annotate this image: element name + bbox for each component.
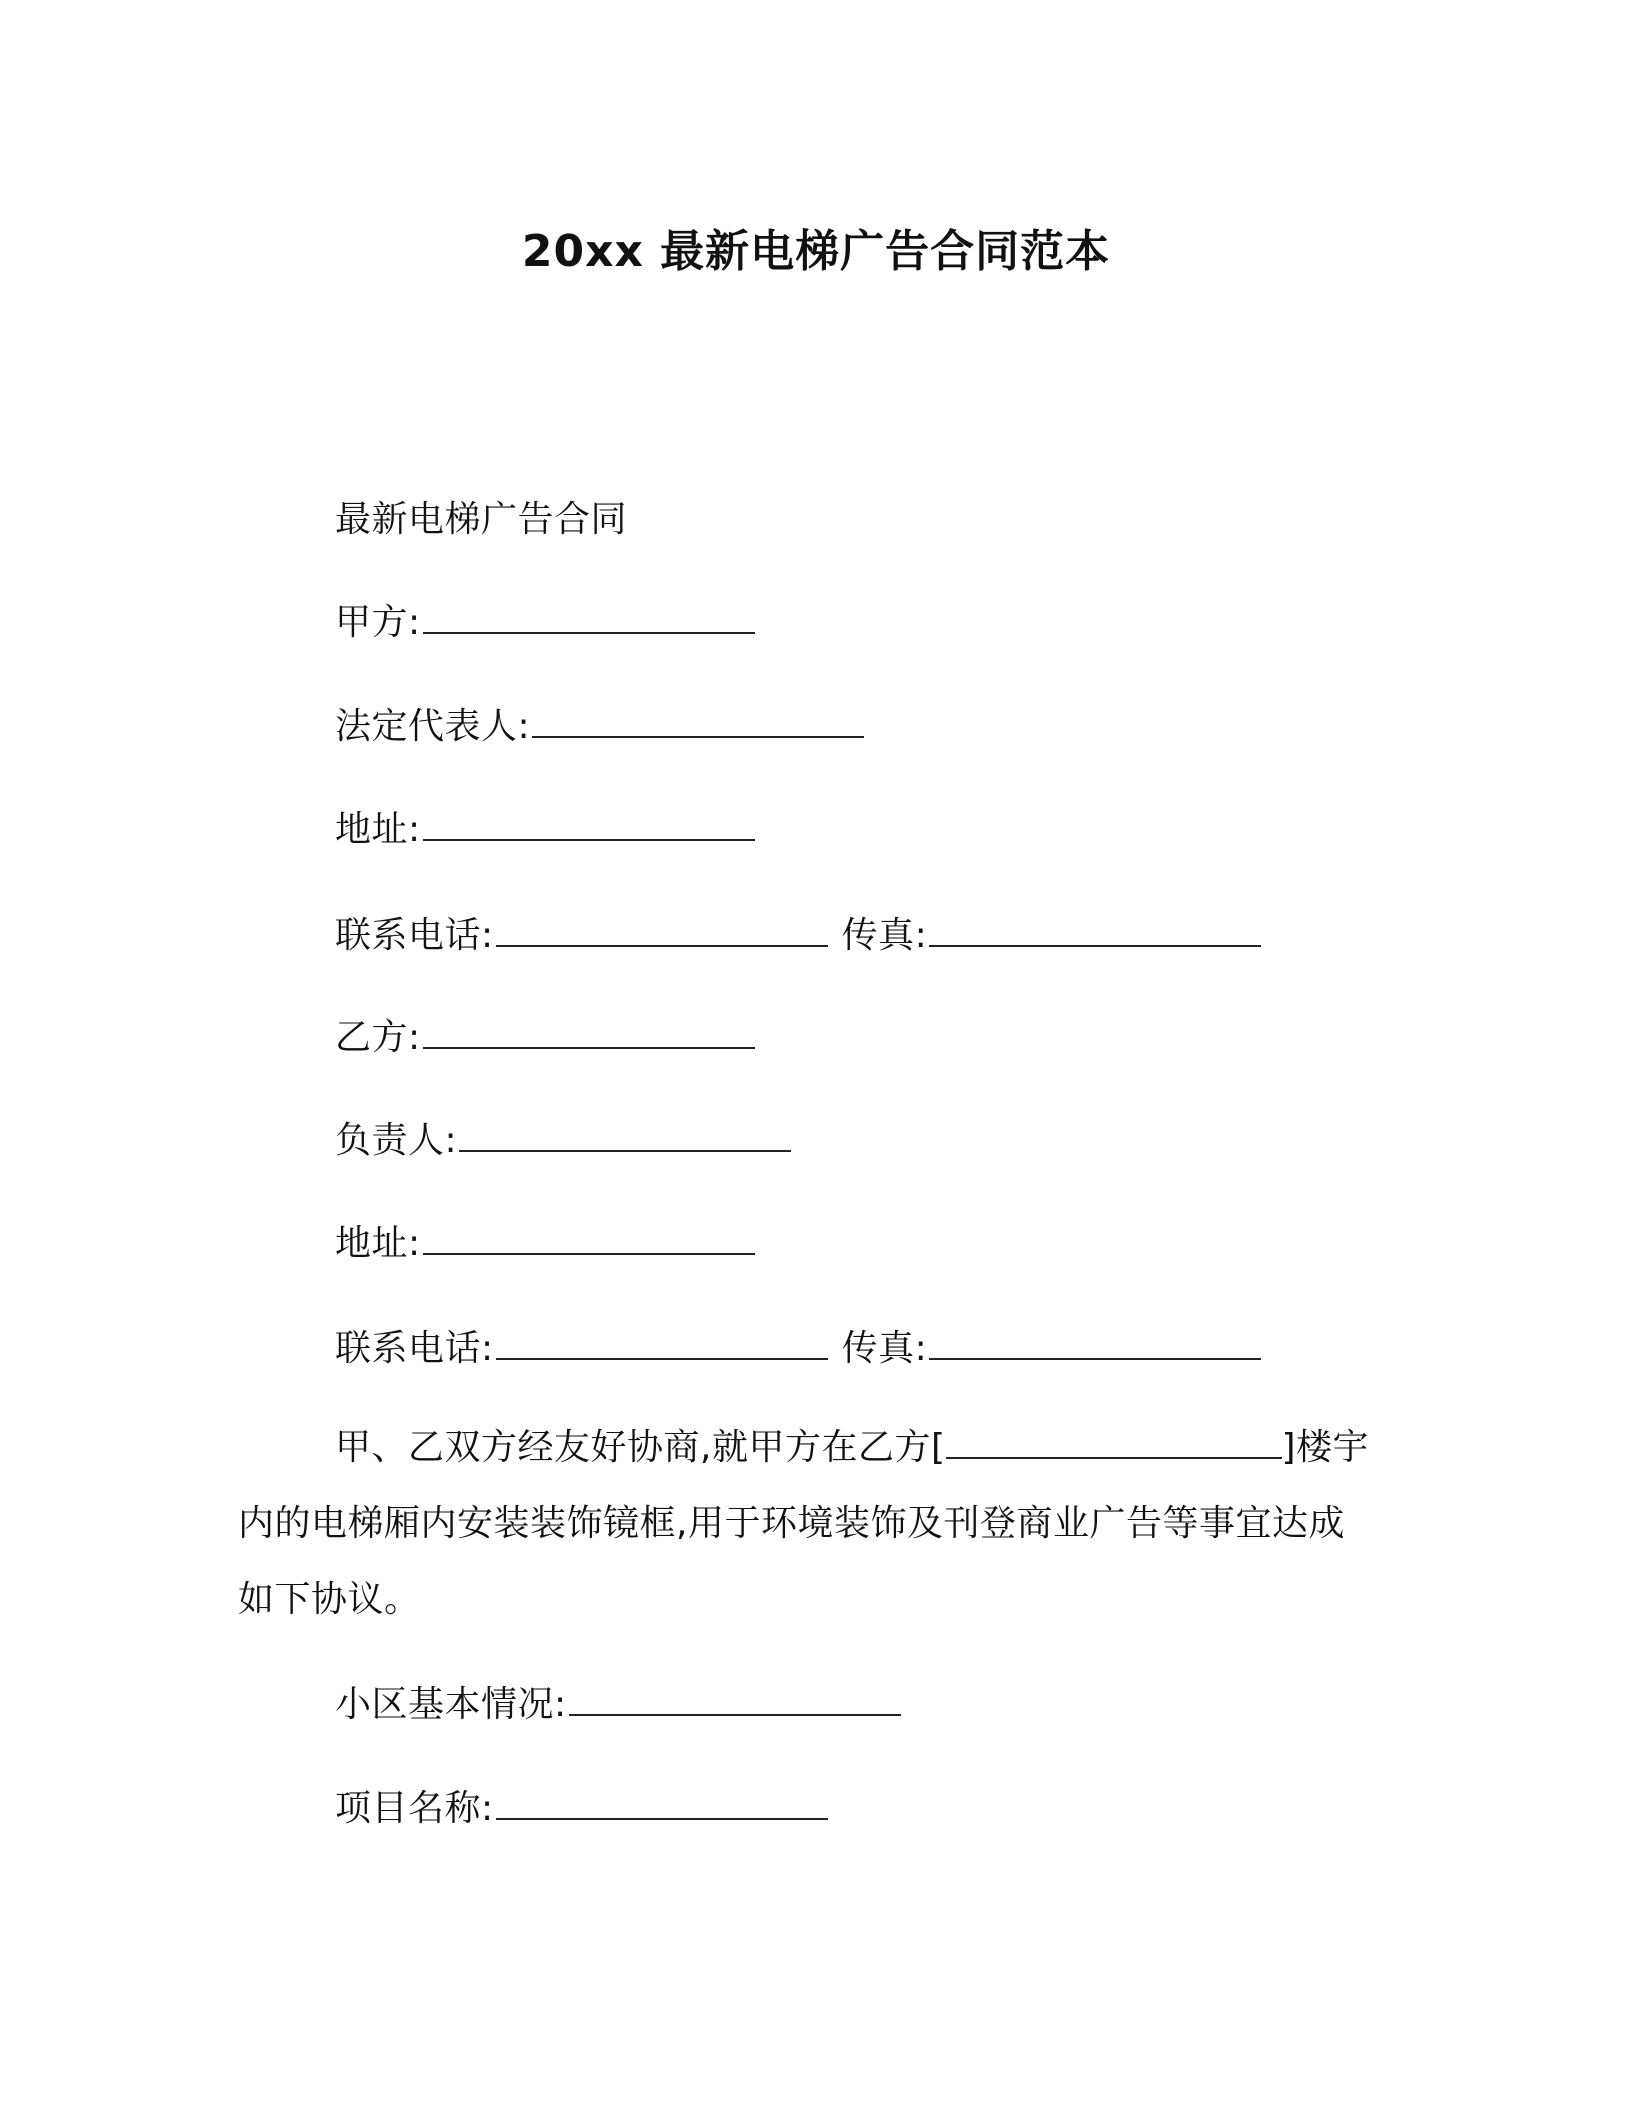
party-a-label: 甲方: — [335, 602, 421, 643]
community-blank[interactable] — [569, 1680, 901, 1716]
party-a-contact-line — [335, 911, 1261, 961]
party-a-address-label: 地址: — [335, 809, 421, 850]
subtitle-text: 最新电梯广告合同 — [335, 499, 628, 540]
party-a-phone-label: 联系电话: — [335, 915, 494, 956]
agreement-line-3: 如下协议。 — [238, 1579, 421, 1620]
document-title: 20xx 最新电梯广告合同范本 — [521, 226, 1111, 277]
party-b-phone-blank[interactable] — [496, 1324, 828, 1360]
party-a-blank[interactable] — [423, 598, 755, 634]
party-b-contact-line — [335, 1324, 1261, 1374]
party-a-line — [335, 598, 755, 648]
party-b-address-blank[interactable] — [423, 1219, 755, 1255]
project-name-line — [335, 1784, 828, 1834]
party-a-fax-label: 传真: — [841, 915, 928, 956]
agreement-line-2: 内的电梯厢内安装装饰镜框,用于环境装饰及刊登商业广告等事宜达成 — [238, 1503, 1345, 1544]
project-label: 项目名称: — [335, 1788, 494, 1829]
contract-subtitle — [335, 495, 627, 545]
party-b-fax-label: 传真: — [841, 1328, 928, 1369]
community-info-line — [335, 1680, 901, 1730]
party-b-label: 乙方: — [335, 1017, 421, 1058]
agreement-paragraph — [238, 1410, 1398, 1638]
party-b-person-line — [335, 1116, 791, 1166]
legal-rep-label: 法定代表人: — [335, 706, 531, 747]
party-b-fax-blank[interactable] — [929, 1324, 1261, 1360]
project-blank[interactable] — [496, 1784, 828, 1820]
legal-rep-blank[interactable] — [532, 702, 864, 738]
agreement-text-part2: ]楼宇 — [1281, 1427, 1370, 1468]
party-a-phone-blank[interactable] — [496, 911, 828, 947]
agreement-line-1 — [238, 1410, 1398, 1486]
party-b-line — [335, 1013, 755, 1063]
party-b-phone-label: 联系电话: — [335, 1328, 494, 1369]
party-b-address-line — [335, 1219, 755, 1269]
building-name-blank[interactable] — [946, 1423, 1282, 1459]
party-b-blank[interactable] — [423, 1013, 755, 1049]
person-in-charge-label: 负责人: — [335, 1120, 458, 1161]
party-a-legal-rep-line — [335, 702, 864, 752]
agreement-text-part1: 甲、乙双方经友好协商,就甲方在乙方[ — [335, 1427, 946, 1468]
party-a-fax-blank[interactable] — [929, 911, 1261, 947]
party-b-address-label: 地址: — [335, 1223, 421, 1264]
person-in-charge-blank[interactable] — [459, 1116, 791, 1152]
party-a-address-line — [335, 805, 755, 855]
community-label: 小区基本情况: — [335, 1684, 567, 1725]
party-a-address-blank[interactable] — [423, 805, 755, 841]
